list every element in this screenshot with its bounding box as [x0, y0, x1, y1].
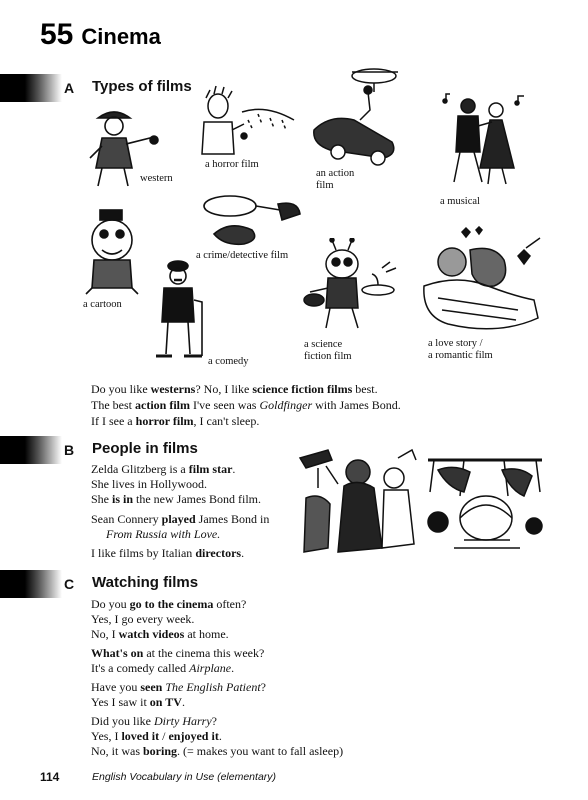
unit-title — [40, 18, 161, 52]
b-line-2: She lives in Hollywood. — [91, 477, 207, 491]
label-love-1: a love story / — [428, 338, 483, 349]
c-q2-answer: It's a comedy called Airplane. — [91, 661, 235, 675]
a-line-1: Do you like westerns? No, I like science fiction films best. — [91, 382, 378, 396]
director-illustration — [424, 452, 546, 558]
film-star-illustration — [298, 448, 418, 560]
c-q4-answer-1: Yes, I loved it / enjoyed it. — [91, 729, 222, 743]
label-action-2: film — [316, 180, 334, 191]
label-love-2: a romantic film — [428, 350, 493, 361]
label-action-1: an action — [316, 168, 355, 179]
c-q1-answer-1: Yes, I go every week. — [91, 612, 195, 626]
c-q4-answer-2: No, it was boring. (= makes you want to fall asleep) — [91, 744, 344, 758]
section-a-bar — [0, 74, 62, 102]
unit-name: Cinema — [81, 24, 161, 49]
c-q3: Have you seen The English Patient? — [91, 680, 266, 694]
c-q4: Did you like Dirty Harry? — [91, 714, 217, 728]
label-comedy: a comedy — [208, 356, 249, 367]
section-c-letter: C — [64, 576, 75, 592]
label-cartoon: a cartoon — [83, 299, 122, 310]
b-line-5: From Russia with Love. — [106, 527, 221, 541]
label-western: western — [140, 173, 173, 184]
c-q1: Do you go to the cinema often? — [91, 597, 247, 611]
crime-illustration — [200, 190, 304, 248]
section-b-letter: B — [64, 442, 75, 458]
page-number: 114 — [40, 770, 60, 784]
section-a-title: Types of films — [92, 78, 192, 95]
label-horror: a horror film — [205, 159, 259, 170]
label-crime: a crime/detective film — [196, 250, 289, 261]
a-line-3: If I see a horror film, I can't sleep. — [91, 414, 260, 428]
horror-illustration — [196, 84, 300, 158]
b-line-4: Sean Connery played James Bond in — [91, 512, 270, 526]
section-c-bar — [0, 570, 62, 598]
science-fiction-illustration — [302, 238, 400, 332]
label-scifi-2: fiction film — [304, 351, 352, 362]
section-b-bar — [0, 436, 62, 464]
section-c-title: Watching films — [92, 574, 199, 591]
label-musical: a musical — [440, 196, 480, 207]
romance-illustration — [418, 226, 542, 338]
c-q2: What's on at the cinema this week? — [91, 646, 265, 660]
musical-illustration — [440, 92, 526, 188]
section-a-letter: A — [64, 80, 75, 96]
b-line-3: She is in the new James Bond film. — [91, 492, 261, 506]
b-line-1: Zelda Glitzberg is a film star. — [91, 462, 236, 476]
c-q3-answer: Yes I saw it on TV. — [91, 695, 185, 709]
comedy-illustration — [152, 256, 210, 364]
a-line-2: The best action film I've seen was Goldfinger with James Bond. — [91, 398, 401, 412]
c-q1-answer-2: No, I watch videos at home. — [91, 627, 229, 641]
b-line-6: I like films by Italian directors. — [91, 546, 245, 560]
label-scifi-1: a science — [304, 339, 343, 350]
cartoon-illustration — [82, 208, 144, 296]
unit-number: 55 — [40, 18, 74, 51]
book-title: English Vocabulary in Use (elementary) — [92, 771, 277, 783]
section-b-title: People in films — [92, 440, 198, 457]
action-illustration — [308, 64, 412, 168]
